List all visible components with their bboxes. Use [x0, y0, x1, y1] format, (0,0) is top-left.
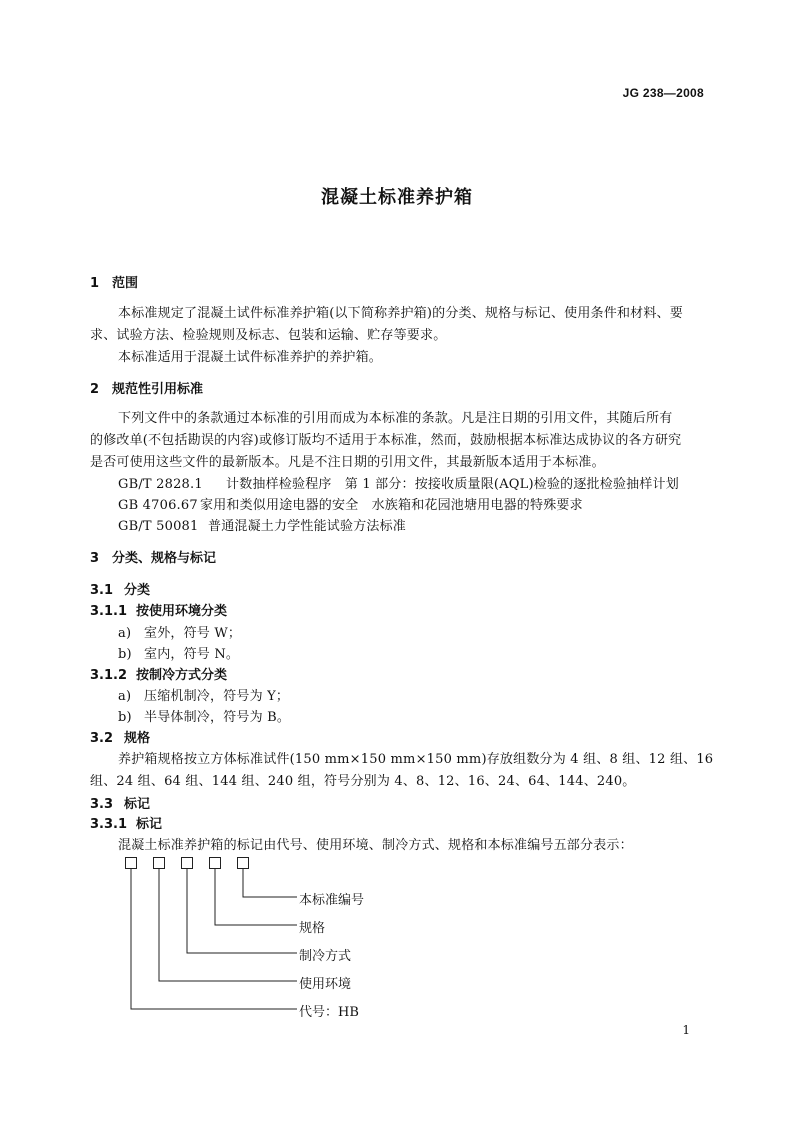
section-number: 3.3.1 — [90, 817, 128, 832]
leader-line — [187, 869, 297, 953]
standard-number: JG 238—2008 — [622, 86, 704, 100]
section-number: 3.3 — [90, 797, 114, 812]
document-title: 混凝土标准养护箱 — [321, 187, 473, 208]
list-marker: a) — [118, 689, 132, 704]
paragraph-line: 本标准规定了混凝土试件标准养护箱(以下简称养护箱)的分类、规格与标记、使用条件和材料、要 — [118, 306, 683, 321]
section-title: 分类 — [124, 583, 151, 598]
section-number: 1 — [90, 276, 100, 291]
paragraph-line: 是否可使用这些文件的最新版本。凡是不注日期的引用文件，其最新版本适用于本标准。 — [90, 455, 605, 470]
section-title: 标记 — [124, 797, 151, 812]
section-title: 规格 — [124, 731, 151, 746]
list-marker: a) — [118, 626, 132, 641]
spec-box — [210, 858, 221, 869]
paragraph-line: 的修改单(不包括勘误的内容)或修订版均不适用于本标准，然而，鼓励根据本标准达成协议的各方研究 — [90, 433, 682, 448]
reference-code: GB 4706.67 — [118, 498, 198, 513]
diagram-label-standard: 本标准编号 — [299, 893, 365, 908]
section-title: 范围 — [112, 276, 139, 291]
diagram-label-code: 代号：HB — [299, 1005, 359, 1020]
list-marker: b) — [118, 647, 132, 662]
section-title: 按使用环境分类 — [136, 604, 228, 619]
section-number: 3 — [90, 551, 100, 566]
diagram-label-environment: 使用环境 — [299, 977, 352, 992]
reference-title: 计数抽样检验程序 第 1 部分：按接收质量限(AQL)检验的逐批检验抽样计划 — [226, 477, 679, 492]
section-number: 2 — [90, 382, 100, 397]
leader-line — [131, 869, 297, 1009]
diagram-label-cooling: 制冷方式 — [299, 949, 352, 964]
list-text: 室外，符号 W； — [144, 626, 242, 641]
section-title: 分类、规格与标记 — [112, 551, 217, 566]
page-number: 1 — [682, 1023, 690, 1037]
paragraph-line: 本标准适用于混凝土试件标准养护的养护箱。 — [118, 350, 383, 365]
list-text: 半导体制冷，符号为 B。 — [144, 710, 291, 725]
list-text: 室内，符号 N。 — [144, 647, 240, 662]
reference-title: 普通混凝土力学性能试验方法标准 — [208, 519, 407, 534]
section-number: 3.1 — [90, 583, 114, 598]
paragraph-line: 混凝土标准养护箱的标记由代号、使用环境、制冷方式、规格和本标准编号五部分表示： — [118, 838, 633, 853]
section-title: 按制冷方式分类 — [136, 668, 228, 683]
list-marker: b) — [118, 710, 132, 725]
code-box — [126, 858, 137, 869]
section-number: 3.2 — [90, 731, 114, 746]
diagram-label-spec: 规格 — [299, 921, 326, 936]
paragraph-line: 组、24 组、64 组、144 组、240 组，符号分别为 4、8、12、16、24、64、144、240。 — [90, 774, 636, 789]
cooling-box — [182, 858, 193, 869]
reference-title: 家用和类似用途电器的安全 水族箱和花园池塘用电器的特殊要求 — [200, 498, 583, 513]
reference-code: GB/T 50081 — [118, 519, 199, 534]
section-number: 3.1.1 — [90, 604, 128, 619]
section-title: 标记 — [136, 817, 163, 832]
list-text: 压缩机制冷，符号为 Y； — [144, 689, 290, 704]
reference-code: GB/T 2828.1 — [118, 477, 203, 492]
paragraph-line: 求、试验方法、检验规则及标志、包装和运输、贮存等要求。 — [90, 328, 447, 343]
environment-box — [154, 858, 165, 869]
leader-line — [243, 869, 297, 897]
section-number: 3.1.2 — [90, 668, 128, 683]
paragraph-line: 养护箱规格按立方体标准试件(150 mm×150 mm×150 mm)存放组数分为 4 组、8 组、12 组、16 — [118, 752, 714, 767]
section-title: 规范性引用标准 — [112, 382, 204, 397]
standard-box — [238, 858, 249, 869]
paragraph-line: 下列文件中的条款通过本标准的引用而成为本标准的条款。凡是注日期的引用文件，其随后所有 — [118, 411, 673, 426]
